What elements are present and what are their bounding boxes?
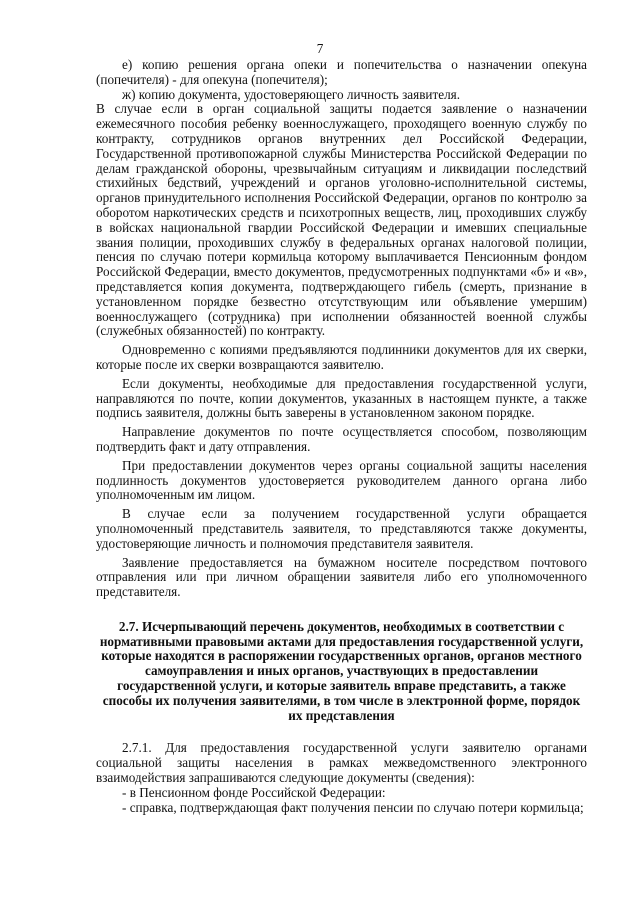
- list-item-pension-certificate: - справка, подтверждающая факт получения пенсии по случаю потери кормильца;: [122, 799, 584, 815]
- section-heading-2-7: 2.7. Исчерпывающий перечень документов, необходимых в соответствии с нормативными правовыми актами для предоставления государственной услуги, которые находятся в распоряжении государственных органов, органов местного самоуправления и иных органов, участвующих в предоставлении государственной услуги, и которые заявитель вправе представить, а также способы их получения заявителями, в том числе в электронной форме, порядок их представления: [99, 618, 584, 723]
- page-number: 7: [316, 41, 324, 56]
- paragraph-postal-documents: Если документы, необходимые для предоставления государственной услуги, направляются по почте, копии документов, указанных в настоящем пункте, а также подпись заявителя, должны быть заверены в установленном законом порядке.: [96, 375, 587, 421]
- paragraph-authenticity: При предоставлении документов через органы социальной защиты населения подлинность документов удостоверяется руководителем данного органа либо уполномоченным им лицом.: [96, 457, 587, 503]
- paragraph-originals: Одновременно с копиями предъявляются подлинники документов для их сверки, которые после их сверки возвращаются заявителю.: [96, 342, 587, 372]
- paragraph-item-e: е) копию решения органа опеки и попечительства о назначении опекуна (попечителя) - для опекуна (попечителя);: [96, 57, 587, 87]
- list-item-pension-fund: - в Пенсионном фонде Российской Федерации:: [122, 784, 386, 800]
- document-body: [96, 58, 587, 815]
- paragraph-2-7-1: 2.7.1. Для предоставления государственной услуги заявителю органами социальной защиты населения в рамках межведомственного электронного взаимодействия запрашиваются следующие документы (сведения):: [96, 740, 587, 786]
- paragraph-representative: В случае если за получением государственной услуги обращается уполномоченный представитель заявителя, то представляются также документы, удостоверяющие личность и полномочия представителя заявителя.: [96, 506, 587, 551]
- paragraph-military-allowance: В случае если в орган социальной защиты подается заявление о назначении ежемесячного пособия ребенку военнослужащего, проходящего военную службу по контракту, сотрудников органов внутренних дел Российской Федерации, Государственной противопожарной службы Министерства Российской Федерации по делам гражданской обороны, чрезвычайным ситуациям и ликвидации последствий стихийных бедствий, учреждений и органов уголовно-исполнительной системы, органов принудительного исполнения Российской Федерации, органов по контролю за оборотом наркотических средств и психотропных веществ, лиц, проходивших службу в войсках национальной гвардии Российской Федерации и имевших специальные звания полиции, проходивших службу в федеральных органах налоговой полиции, пенсия по случаю потери кормильца которому выплачивается Пенсионным фондом Российской Федерации, вместо документов, предусмотренных подпунктами «б» и «в», представляется копия документа, подтверждающего гибель (смерть, признание в установленном порядке безвестно отсутствующим или объявление умершим) военнослужащего (сотрудника) при исполнении обязанностей военной службы (служебных обязанностей) по контракту.: [96, 101, 587, 339]
- paragraph-application-submission: Заявление предоставляется на бумажном носителе посредством почтового отправления или при личном обращении заявителя либо его уполномоченного представителя.: [96, 554, 587, 600]
- paragraph-item-zh: ж) копию документа, удостоверяющего личность заявителя.: [122, 86, 461, 102]
- paragraph-postal-sending: Направление документов по почте осуществляется способом, позволяющим подтвердить факт и дату отправления.: [96, 424, 587, 454]
